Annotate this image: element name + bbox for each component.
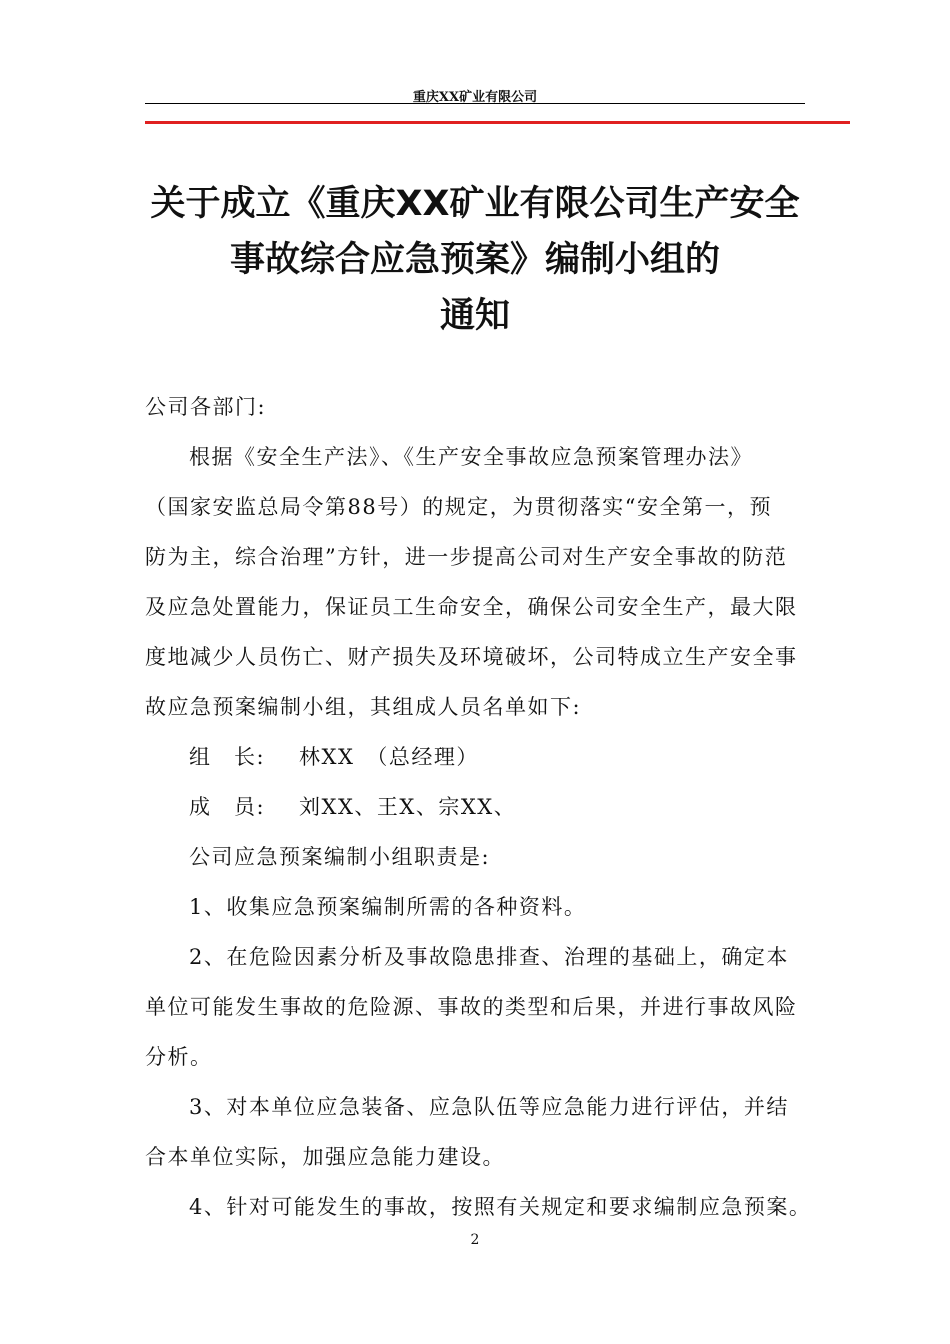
duty-2-line-2: 单位可能发生事故的危险源、事故的类型和后果，并进行事故风险 bbox=[145, 995, 798, 1019]
para1-line-3: 防为主，综合治理”方针，进一步提高公司对生产安全事故的防范 bbox=[145, 545, 788, 569]
duty-4: 4、针对可能发生的事故，按照有关规定和要求编制应急预案。 bbox=[189, 1195, 812, 1219]
members-names: 刘XX、王X、宗XX、 bbox=[299, 795, 517, 819]
members-role: 成 员: bbox=[189, 795, 266, 819]
duties-intro: 公司应急预案编制小组职责是: bbox=[189, 845, 491, 869]
title-line-3: 通知 bbox=[439, 296, 510, 336]
page-number: 2 bbox=[470, 1232, 480, 1248]
members-row bbox=[145, 782, 805, 832]
para1-line-6: 故应急预案编制小组，其组成人员名单如下: bbox=[145, 695, 582, 719]
title-line-2: 事故综合应急预案》编制小组的 bbox=[229, 240, 720, 280]
duty-2-line-3: 分析。 bbox=[145, 1045, 213, 1069]
document-body bbox=[145, 382, 812, 1232]
leader-names: 林XX （总经理） bbox=[299, 745, 479, 769]
duty-1: 1、收集应急预案编制所需的各种资料。 bbox=[189, 895, 587, 919]
duty-3-line-1: 3、对本单位应急装备、应急队伍等应急能力进行评估，并结 bbox=[189, 1095, 789, 1119]
title-line-1: 关于成立《重庆XX矿业有限公司生产安全 bbox=[150, 184, 800, 224]
para1-line-5: 度地减少人员伤亡、财产损失及环境破坏，公司特成立生产安全事 bbox=[145, 645, 798, 669]
leader-row bbox=[145, 732, 805, 782]
header-rule-red bbox=[145, 121, 850, 124]
duty-3-line-2: 合本单位实际，加强应急能力建设。 bbox=[145, 1145, 505, 1169]
para1-line-1: 根据《安全生产法》、《生产安全事故应急预案管理办法》 bbox=[189, 445, 753, 469]
header-rule-black bbox=[145, 103, 805, 104]
leader-role: 组 长: bbox=[189, 745, 266, 769]
duty-2-line-1: 2、在危险因素分析及事故隐患排查、治理的基础上，确定本 bbox=[189, 945, 789, 969]
para1-line-4: 及应急处置能力，保证员工生命安全，确保公司安全生产，最大限 bbox=[145, 595, 798, 619]
page-header-company: 重庆XX矿业有限公司 bbox=[412, 90, 538, 105]
document-title bbox=[100, 176, 850, 344]
salutation: 公司各部门: bbox=[145, 395, 267, 419]
para1-line-2: （国家安监总局令第88号）的规定，为贯彻落实“安全第一，预 bbox=[145, 495, 772, 519]
